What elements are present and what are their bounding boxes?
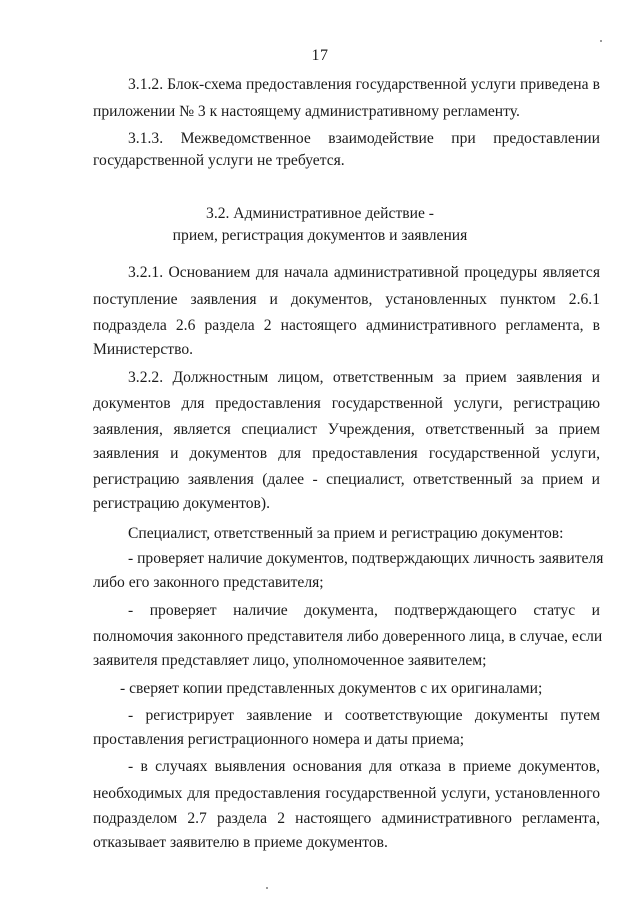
text-line-2: приложении № 3 к настоящему административному регламенту. [93,103,520,120]
text-line-4: государственной услуги не требуется. [93,152,345,169]
text-line-28: подразделом 2.7 раздела 2 настоящего административного регламента, [93,810,600,827]
text-line-19: либо его законного представителя; [93,574,324,591]
text-line-22: заявителя представляет лицо, уполномоченное заявителем; [93,652,487,669]
text-line-21: полномочия законного представителя либо доверенного лица, в случае, если [93,628,603,645]
text-line-27: необходимых для предоставления государственной услуги, установленного [93,785,600,802]
text-line-13: заявления, является специалист Учреждения, ответственный за прием [93,421,600,438]
section-heading-line-1: 3.2. Административное действие - [206,205,434,222]
text-line-3: 3.1.3. Межведомственное взаимодействие при предоставлении [128,130,600,147]
text-line-7: 3.2.1. Основанием для начала административной процедуры является [128,264,600,281]
text-line-16: регистрацию документов). [93,495,271,512]
text-line-24: - регистрирует заявление и соответствующие документы путем [128,707,600,724]
text-line-11: 3.2.2. Должностным лицом, ответственным за прием заявления и [128,369,600,386]
text-line-18: - проверяет наличие документов, подтверждающих личность заявителя [128,550,604,567]
text-line-26: - в случаях выявления основания для отказа в приеме документов, [128,758,600,775]
text-line-17: Специалист, ответственный за прием и регистрацию документов: [128,525,564,542]
text-line-23: - сверяет копии представленных документов с их оригиналами; [120,680,543,697]
text-line-1: 3.1.2. Блок-схема предоставления государственной услуги приведена в [128,76,600,93]
text-line-25: проставления регистрационного номера и даты приема; [93,731,465,748]
text-line-12: документов для предоставления государственной услуги, регистрацию [93,395,600,412]
text-line-20: - проверяет наличие документа, подтверждающего статус и [128,602,600,619]
section-heading-line-2: прием, регистрация документов и заявления [172,227,468,244]
text-line-10: Министерство. [93,341,194,358]
scan-speck [266,887,268,889]
text-line-9: подраздела 2.6 раздела 2 настоящего административного регламента, в [93,317,600,334]
text-line-8: поступление заявления и документов, установленных пунктом 2.6.1 [93,291,600,308]
text-line-15: регистрацию заявления (далее - специалист, ответственный за прием и [93,471,600,488]
scan-speck [600,40,602,42]
text-line-14: заявления и документов для предоставления государственной услуги, [93,445,600,462]
text-line-29: отказывает заявителю в приеме документов. [93,834,388,851]
page-number: 17 [311,47,329,64]
